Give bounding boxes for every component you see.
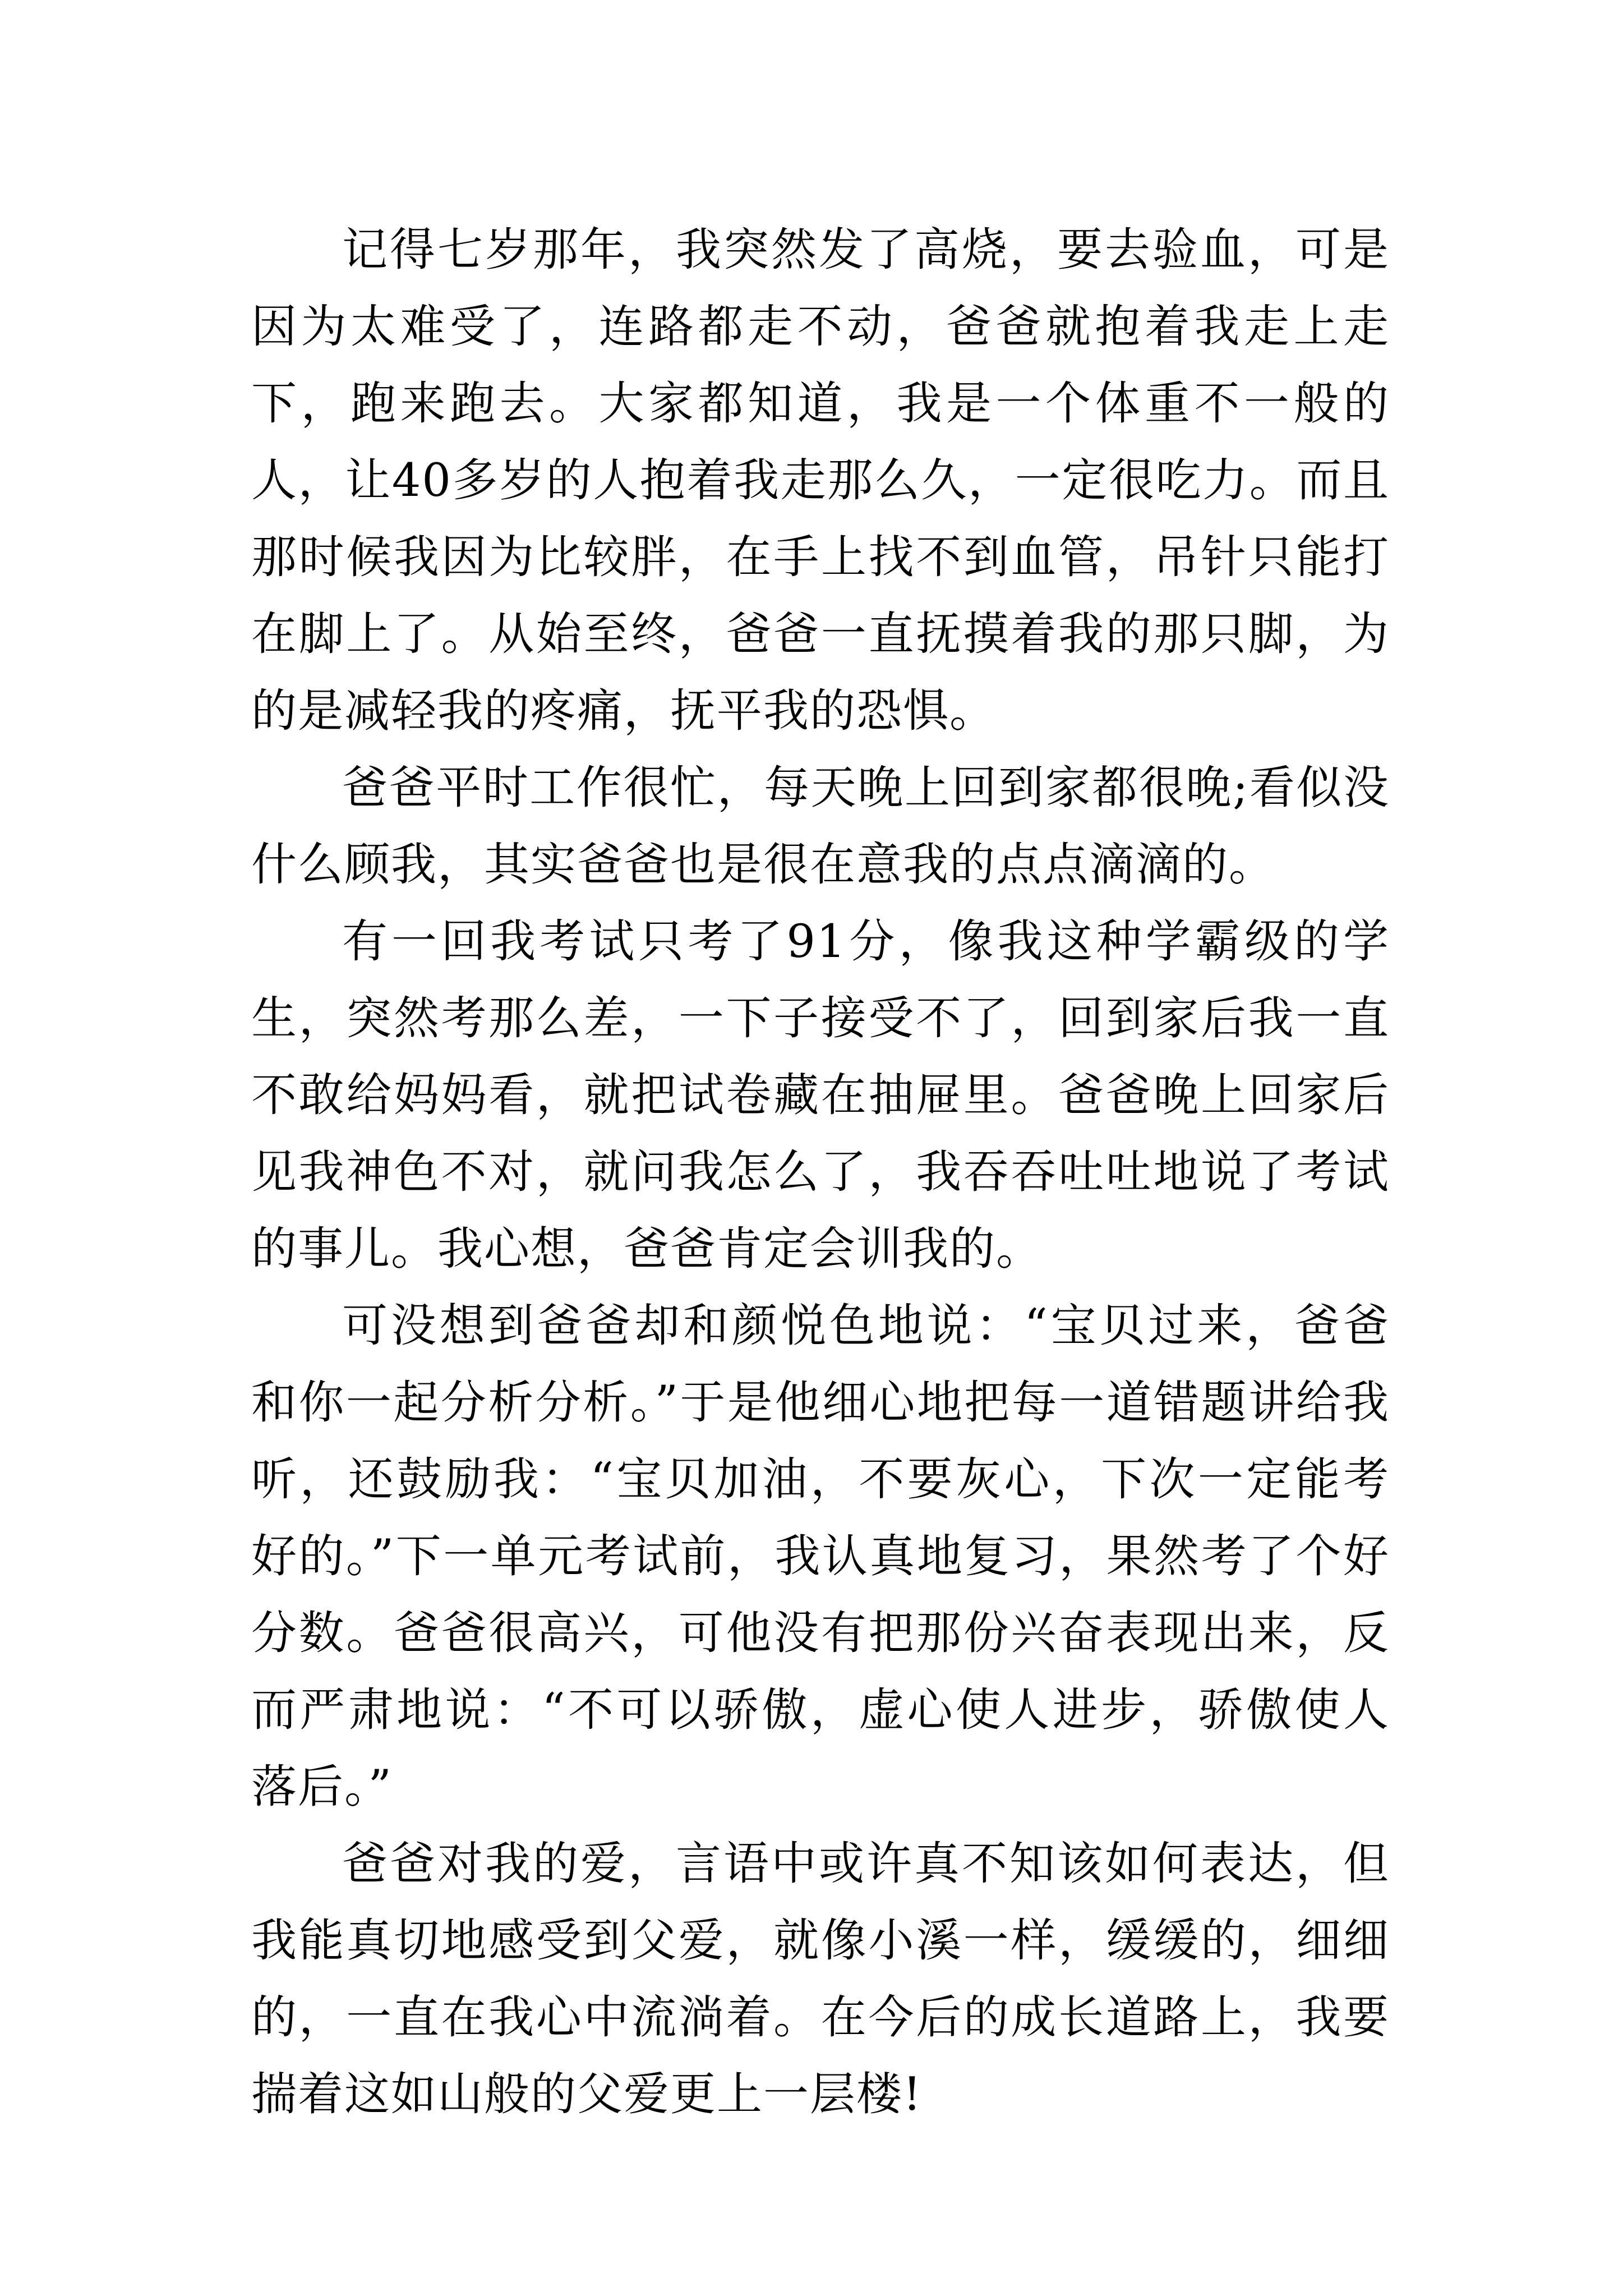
paragraph-3: 有一回我考试只考了91分，像我这种学霸级的学生，突然考那么差，一下子接受不了，回到家后我一直不敢给妈妈看，就把试卷藏在抽屉里。爸爸晚上回家后见我神色不对，就问我怎么了，我吞吞吐吐地说了考试的事儿。我心想，爸爸肯定会训我的。: [251, 915, 1390, 1276]
paragraph-4: 可没想到爸爸却和颜悦色地说：“宝贝过来，爸爸和你一起分析分析。”于是他细心地把每一道错题讲给我听，还鼓励我：“宝贝加油，不要灰心，下次一定能考好的。”下一单元考试前，我认真地复习，果然考了个好分数。爸爸很高兴，可他没有把那份兴奋表现出来，反而严肃地说：“不可以骄傲，虚心使人进步，骄傲使人落后。”: [251, 1300, 1390, 1814]
document-body: [251, 212, 1390, 2133]
paragraph-1: 记得七岁那年，我突然发了高烧，要去验血，可是因为太难受了，连路都走不动，爸爸就抱着我走上走下，跑来跑去。大家都知道，我是一个体重不一般的人，让40多岁的人抱着我走那么久，一定很吃力。而且那时候我因为比较胖，在手上找不到血管，吊针只能打在脚上了。从始至终，爸爸一直抚摸着我的那只脚，为的是减轻我的疼痛，抚平我的恐惧。: [251, 224, 1390, 738]
paragraph-5: 爸爸对我的爱，言语中或许真不知该如何表达，但我能真切地感受到父爱，就像小溪一样，缓缓的，细细的，一直在我心中流淌着。在今后的成长道路上，我要揣着这如山般的父爱更上一层楼!: [251, 1838, 1390, 2121]
paragraph-2: 爸爸平时工作很忙，每天晚上回到家都很晚;看似没什么顾我，其实爸爸也是很在意我的点点滴滴的。: [251, 762, 1390, 891]
